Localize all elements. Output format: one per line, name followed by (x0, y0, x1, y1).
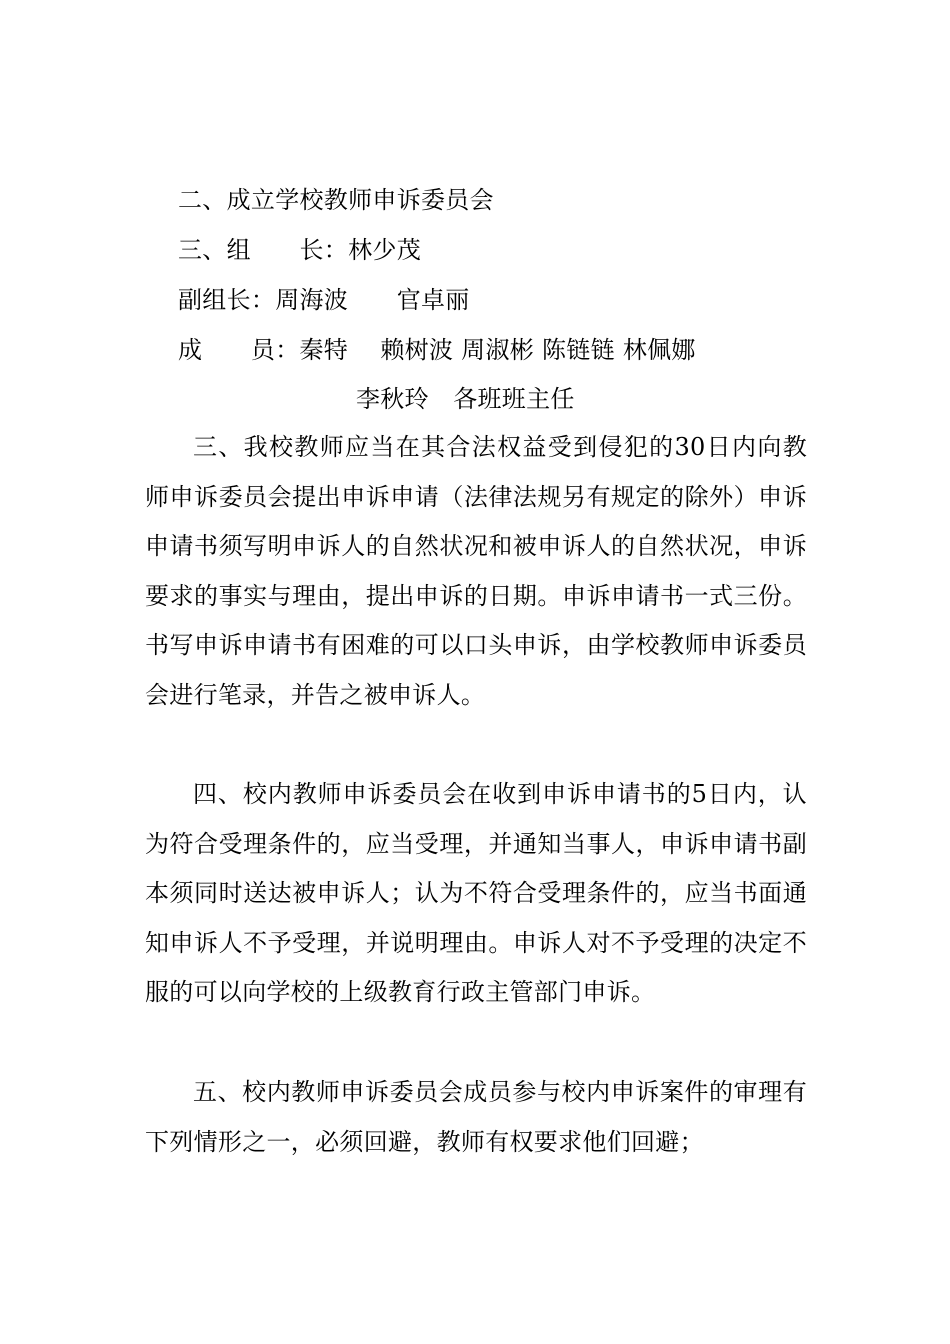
deputy-leader-line: 副组长：周海波 官卓丽 (178, 286, 470, 314)
paragraph-four: 四、校内教师申诉委员会在收到申诉申请书的5日内，认为符合受理条件的，应当受理，并通知当事人，申诉申请书副本须同时送达被申诉人；认为不符合受理条件的，应当书面通知申诉人不予受理，并说明理由。申诉人对不予受理的决定不服的可以向学校的上级教育行政主管部门申诉。 (145, 780, 807, 1006)
paragraph-five: 五、校内教师申诉委员会成员参与校内申诉案件的审理有下列情形之一，必须回避，教师有权要求他们回避； (145, 1078, 807, 1156)
members-line-continued: 李秋玲 各班班主任 (356, 385, 575, 413)
committee-heading: 二、成立学校教师申诉委员会 (178, 186, 494, 214)
paragraph-three: 三、我校教师应当在其合法权益受到侵犯的30日内向教师申诉委员会提出申诉申请（法律法规另有规定的除外）申诉申请书须写明申诉人的自然状况和被申诉人的自然状况，申诉要求的事实与理由，提出申诉的日期。申诉申请书一式三份。书写申诉申请书有困难的可以口头申诉，由学校教师申诉委员会进行笔录，并告之被申诉人。 (145, 433, 807, 709)
leader-line: 三、组 长：林少茂 (178, 236, 421, 264)
members-line: 成 员：秦特 赖树波 周淑彬 陈链链 林佩娜 (178, 336, 696, 364)
